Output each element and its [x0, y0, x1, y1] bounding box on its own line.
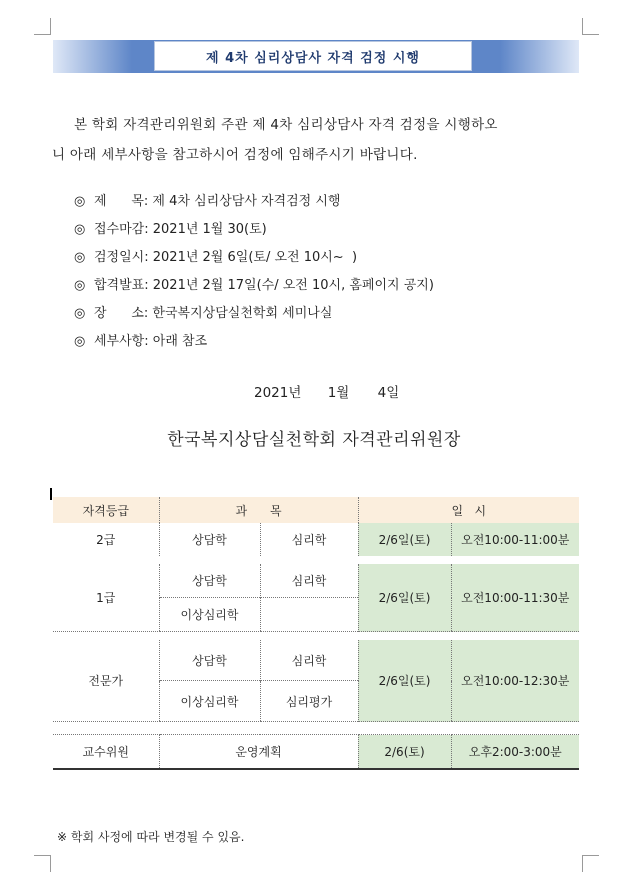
- subject-cell-empty: [260, 598, 358, 632]
- row-spacer: [53, 722, 579, 735]
- date-month: 1월: [327, 385, 350, 401]
- detail-label: 검정일시:: [94, 250, 149, 265]
- intro-paragraph: [52, 110, 582, 170]
- bullet-mark: ◎: [74, 334, 86, 349]
- table-header-row: [53, 497, 579, 523]
- table-row-expert: [53, 640, 579, 681]
- detail-label: 제 목:: [94, 194, 149, 209]
- bullet-mark: ◎: [74, 250, 86, 265]
- subject-cell: 상담학: [159, 564, 260, 598]
- text-cursor: [50, 488, 52, 500]
- time-cell: 오후2:00-3:00분: [451, 735, 579, 770]
- subject-cell: 심리학: [260, 564, 358, 598]
- bullet-mark: ◎: [74, 222, 86, 237]
- corner-mark-top-left: [34, 18, 51, 35]
- time-cell: 오전10:00-11:30분: [451, 564, 579, 632]
- date-year: 2021년: [254, 385, 302, 401]
- table-row-grade2: [53, 523, 579, 556]
- detail-value: 아래 참조: [148, 334, 208, 349]
- subject-cell: 운영계획: [159, 735, 358, 770]
- subject-cell: 상담학: [159, 640, 260, 681]
- detail-item-deadline: [74, 216, 434, 244]
- date-cell: 2/6(토): [358, 735, 451, 770]
- corner-mark-bottom-right: [582, 855, 599, 872]
- subject-cell: 심리학: [260, 523, 358, 556]
- detail-label: 세부사항:: [94, 334, 149, 349]
- corner-mark-top-right: [582, 18, 599, 35]
- bullet-mark: ◎: [74, 278, 86, 293]
- detail-item-place: [74, 300, 434, 328]
- table-row-grade1: [53, 564, 579, 598]
- date-day: 4일: [377, 385, 400, 401]
- corner-mark-bottom-left: [34, 855, 51, 872]
- subject-cell: 이상심리학: [159, 598, 260, 632]
- detail-value: 한국복지상담실천학회 세미나실: [148, 306, 333, 321]
- grade-cell: 2급: [96, 533, 116, 547]
- detail-value: 제 4차 심리상담사 자격검정 시행: [148, 194, 341, 209]
- bullet-mark: ◎: [74, 194, 86, 209]
- subject-cell: 심리학: [260, 640, 358, 681]
- detail-list: [74, 188, 434, 356]
- subject-cell: 이상심리학: [159, 681, 260, 722]
- header-grade: 자격등급: [53, 497, 159, 523]
- intro-line-1: 본 학회 자격관리위원회 주관 제 4차 심리상담사 자격 검정을 시행하오: [74, 117, 498, 133]
- time-cell: 오전10:00-12:30분: [451, 640, 579, 722]
- bullet-mark: ◎: [74, 306, 86, 321]
- detail-item-details: [74, 328, 434, 356]
- table-row-faculty: [53, 735, 579, 770]
- detail-item-title: [74, 188, 434, 216]
- intro-line-2: 니 아래 세부사항을 참고하시어 검정에 임해주시기 바랍니다.: [52, 147, 418, 163]
- issue-date: [254, 381, 399, 401]
- document-title: 제 4차 심리상담사 자격 검정 시행: [154, 41, 472, 71]
- subject-cell: 심리평가: [260, 681, 358, 722]
- footnote: ※ 학회 사정에 따라 변경될 수 있음.: [57, 830, 245, 844]
- row-separator: [53, 632, 579, 641]
- grade-cell: 교수위원: [53, 735, 159, 770]
- date-cell: 2/6일(토): [358, 564, 451, 632]
- grade-cell: 전문가: [53, 640, 159, 722]
- detail-item-exam-date: [74, 244, 434, 272]
- detail-label: 장 소:: [94, 306, 149, 321]
- header-subject: 과 목: [159, 497, 358, 523]
- detail-value: 2021년 2월 17일(수/ 오전 10시, 홈페이지 공지): [148, 278, 434, 293]
- detail-item-result: [74, 272, 434, 300]
- schedule-table: [53, 497, 579, 770]
- date-cell: 2/6일(토): [358, 640, 451, 722]
- row-separator: [53, 556, 579, 564]
- issuer-name: 한국복지상담실천학회 자격관리위원장: [167, 430, 461, 450]
- detail-value: 2021년 1월 30(토): [148, 222, 267, 237]
- detail-label: 합격발표:: [94, 278, 149, 293]
- detail-label: 접수마감:: [94, 222, 149, 237]
- header-schedule: 일 시: [358, 497, 579, 523]
- subject-cell: 상담학: [159, 523, 260, 556]
- date-cell: 2/6일(토): [358, 523, 451, 556]
- time-cell: 오전10:00-11:00분: [451, 523, 579, 556]
- grade-cell: 1급: [53, 564, 159, 632]
- detail-value: 2021년 2월 6일(토/ 오전 10시~ ): [148, 250, 358, 265]
